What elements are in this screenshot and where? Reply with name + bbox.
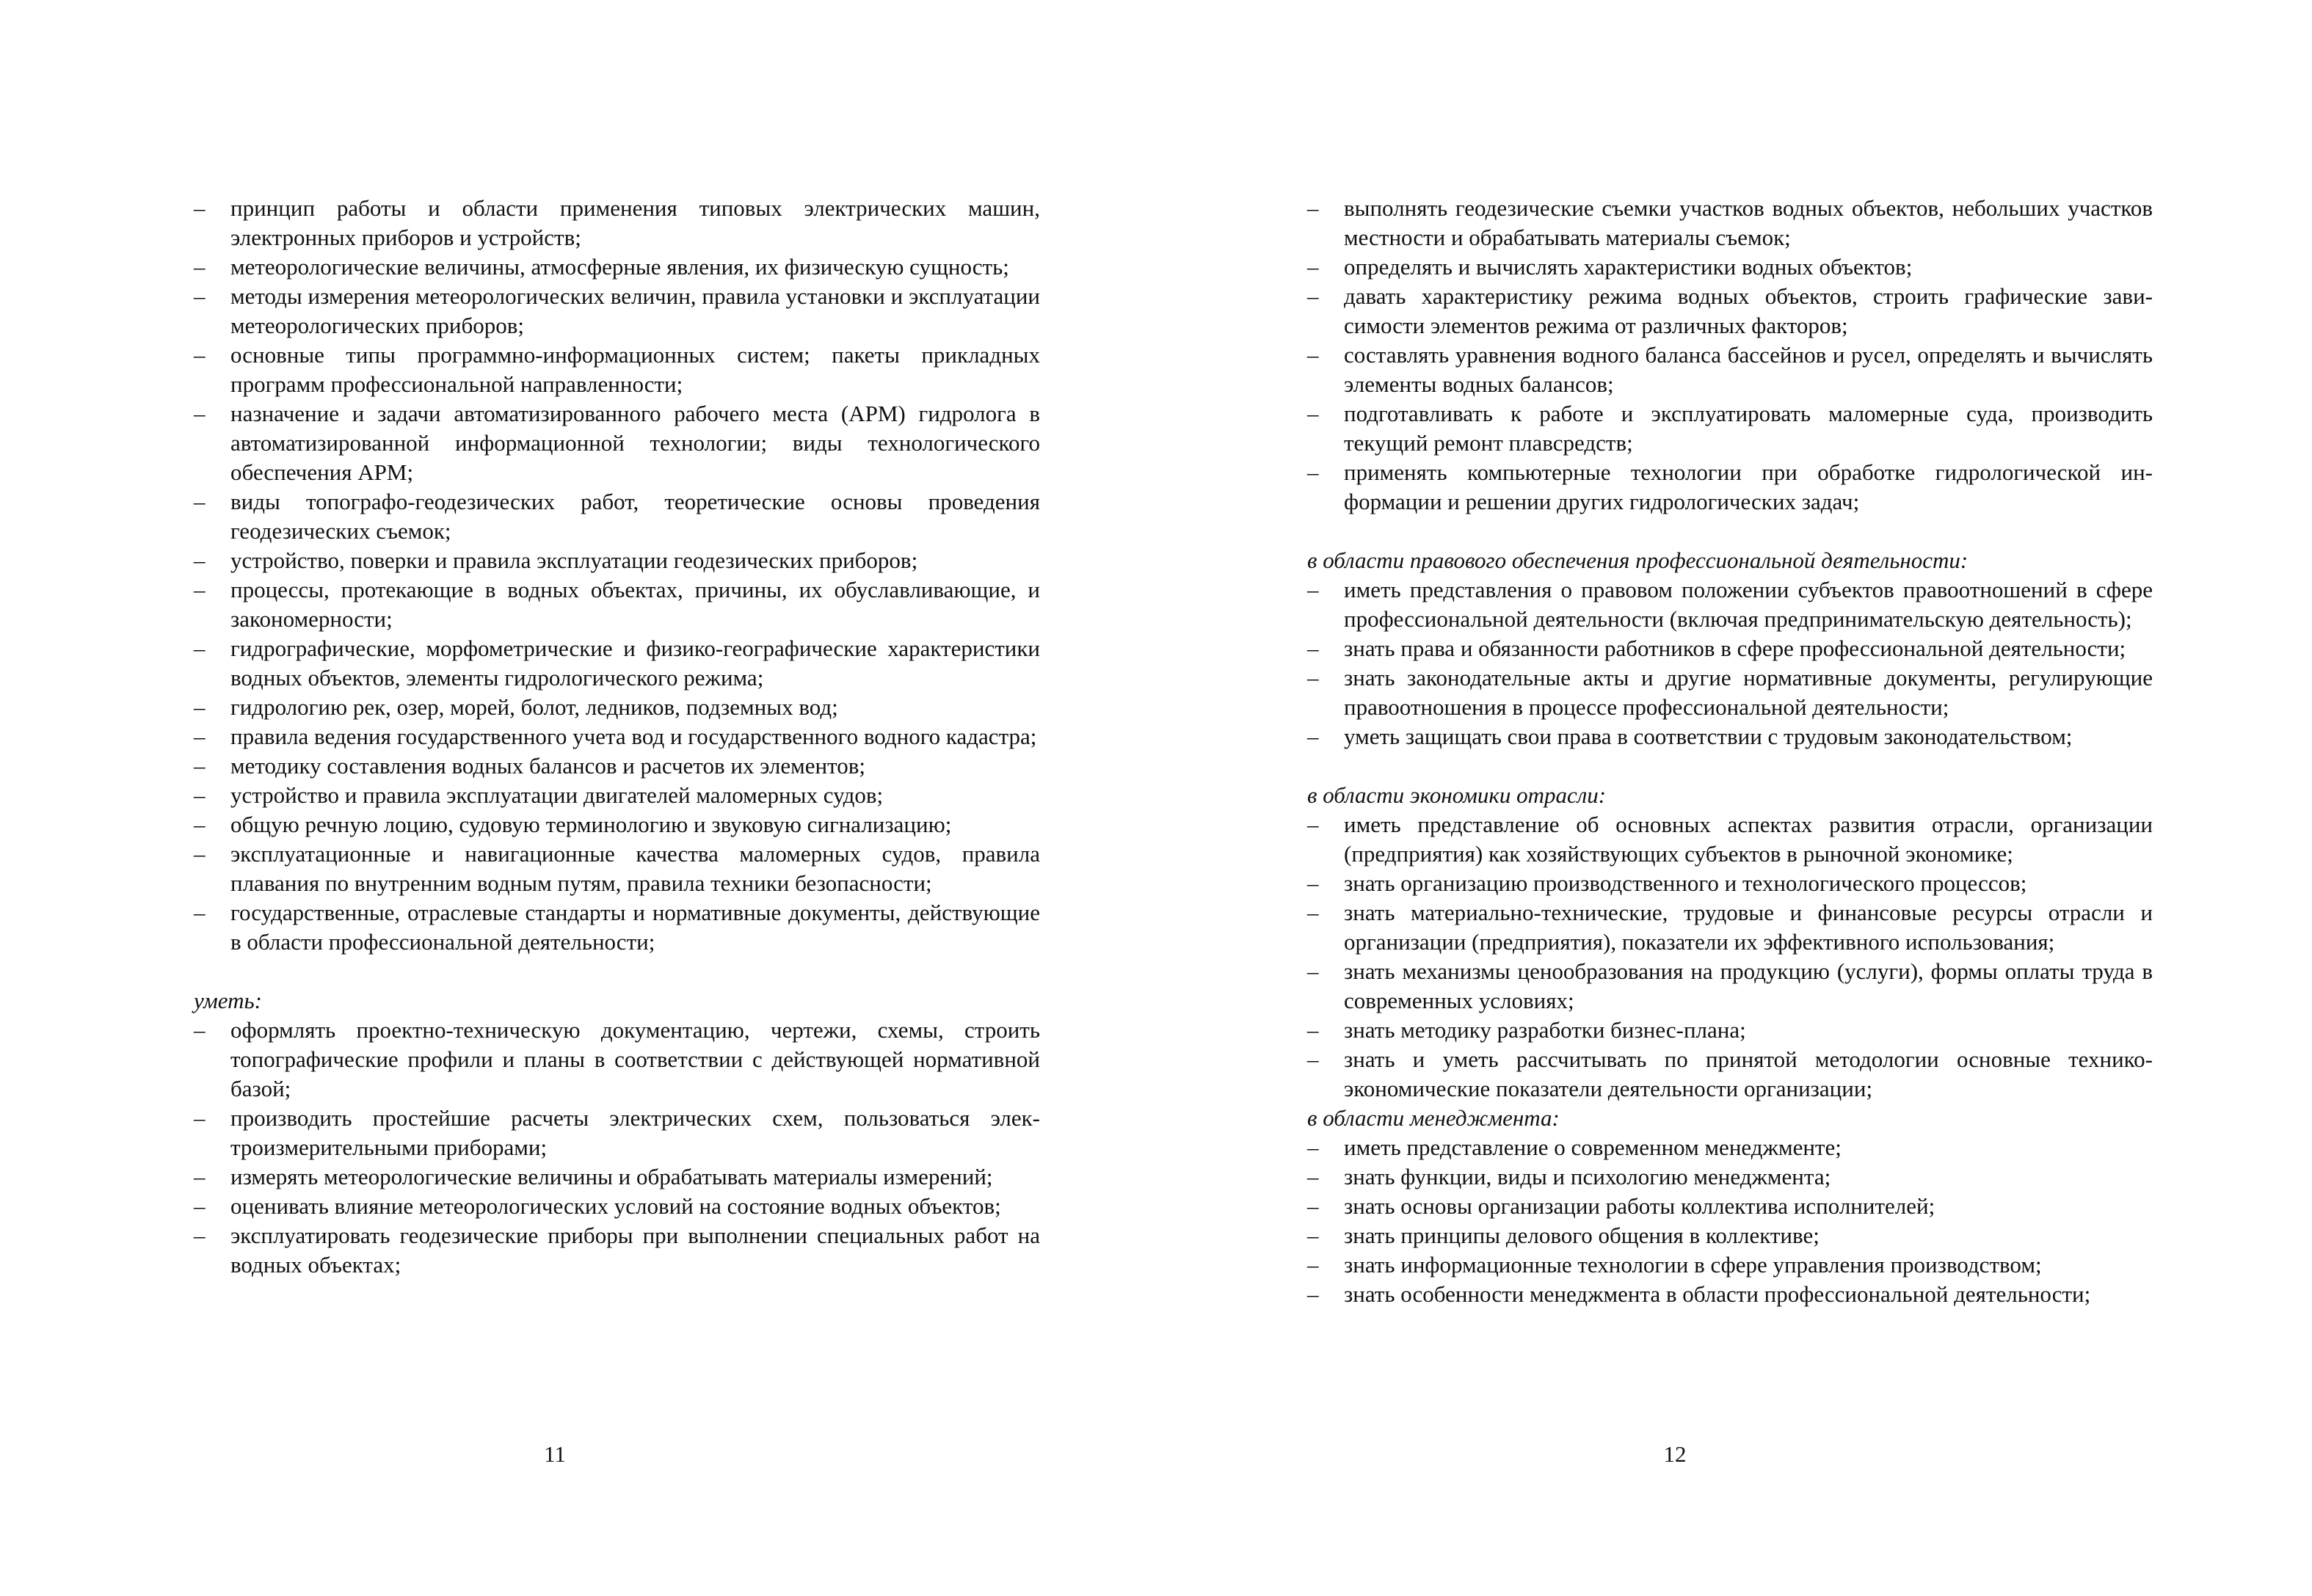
list-item: – применять компьютерные технологии при обработке гидрологической информации и решении других гидрологических задач;: [1307, 458, 2153, 517]
skills-list: [194, 1016, 1040, 1280]
skills-heading: уметь:: [194, 988, 262, 1013]
list-item: – иметь представления о правовом положении субъектов правоотношений в сфере профессиональной деятельности (включая предпринимательскую деятельность);: [1307, 575, 2153, 634]
list-item: – выполнять геодезические съемки участков водных объектов, небольших участков местности и обрабатывать материалы съемок;: [1307, 194, 2153, 252]
list-item: – государственные, отраслевые стандарты и нормативные документы, действующие в области профессиональной деятельности;: [194, 898, 1040, 957]
list-item: – устройство, поверки и правила эксплуатации геодезических приборов;: [194, 546, 1040, 575]
left-page-body: [194, 194, 1040, 1280]
list-item: – давать характеристику режима водных объектов, строить графические зависимости элементов режима от различных факторов;: [1307, 282, 2153, 340]
list-item: – знать методику разработки бизнес-плана;: [1307, 1016, 2153, 1045]
skills-continued-list: [1307, 194, 2153, 517]
list-item: – определять и вычислять характеристики водных объектов;: [1307, 252, 2153, 282]
list-item: – знать информационные технологии в сфере управления производством;: [1307, 1250, 2153, 1280]
list-item: – методику составления водных балансов и расчетов их элементов;: [194, 751, 1040, 781]
page-number-left: 11: [544, 1441, 566, 1467]
list-item: – гидрографические, морфометрические и физико-географические характеристики водных объектов, элементы гидрологического режима;: [194, 634, 1040, 693]
list-item: – знать функции, виды и психологию менеджмента;: [1307, 1162, 2153, 1192]
list-item: – производить простейшие расчеты электрических схем, пользоваться электроизмерительными приборами;: [194, 1104, 1040, 1162]
list-item: – знать и уметь рассчитывать по принятой методологии основные технико-экономические показатели деятельности организации;: [1307, 1045, 2153, 1104]
list-item: – оформлять проектно-техническую документацию, чертежи, схемы, строить топографические профили и планы в соответствии с действующей нормативной базой;: [194, 1016, 1040, 1104]
list-item: – знать принципы делового общения в коллективе;: [1307, 1221, 2153, 1250]
legal-section: [1307, 546, 2153, 751]
list-item: – общую речную лоцию, судовую терминологию и звуковую сигнализацию;: [194, 810, 1040, 839]
list-item: – знать законодательные акты и другие нормативные документы, регулирующие правоотношения в процессе профессиональной деятельности;: [1307, 663, 2153, 722]
knowledge-list: [194, 194, 1040, 957]
skills-continued-section: [1307, 194, 2153, 517]
management-section: [1307, 1104, 2153, 1309]
list-item: – измерять метеорологические величины и обрабатывать материалы измерений;: [194, 1162, 1040, 1192]
list-item: – уметь защищать свои права в соответствии с трудовым законодательством;: [1307, 722, 2153, 751]
list-item: – иметь представление о современном менеджменте;: [1307, 1133, 2153, 1162]
page-number-right: 12: [1663, 1441, 1687, 1467]
list-item: – знать особенности менеджмента в области профессиональной деятельности;: [1307, 1280, 2153, 1309]
list-item: – основные типы программно-информационных систем; пакеты прикладных программ профессиональной направленности;: [194, 340, 1040, 399]
economics-section: [1307, 781, 2153, 1104]
list-item: – устройство и правила эксплуатации двигателей маломерных судов;: [194, 781, 1040, 810]
list-item: – метеорологические величины, атмосферные явления, их физическую сущность;: [194, 252, 1040, 282]
list-item: – гидрологию рек, озер, морей, болот, ледников, подземных вод;: [194, 693, 1040, 722]
skills-section: [194, 986, 1040, 1280]
right-page: [1156, 0, 2312, 1596]
list-item: – правила ведения государственного учета вод и государственного водного кадастра;: [194, 722, 1040, 751]
management-heading: в области менеджмента:: [1307, 1105, 1560, 1131]
list-item: – методы измерения метеорологических величин, правила установки и эксплуатации метеорологических приборов;: [194, 282, 1040, 340]
list-item: – виды топографо-геодезических работ, теоретические основы проведения геодезических съемок;: [194, 487, 1040, 546]
list-item: – назначение и задачи автоматизированного рабочего места (АРМ) гидролога в автоматизированной информационной технологии; виды технологического обеспечения АРМ;: [194, 399, 1040, 487]
economics-list: [1307, 810, 2153, 1104]
knowledge-list-section: [194, 194, 1040, 957]
list-item: – подготавливать к работе и эксплуатировать маломерные суда, производить текущий ремонт плавсредств;: [1307, 399, 2153, 458]
list-item: – знать организацию производственного и технологического процессов;: [1307, 869, 2153, 898]
list-item: – иметь представление об основных аспектах развития отрасли, организации (предприятия) как хозяйствующих субъектов в рыночной экономике;: [1307, 810, 2153, 869]
list-item: – процессы, протекающие в водных объектах, причины, их обуславливающие, и закономерности;: [194, 575, 1040, 634]
legal-list: [1307, 575, 2153, 751]
list-item: – знать основы организации работы коллектива исполнителей;: [1307, 1192, 2153, 1221]
list-item: – оценивать влияние метеорологических условий на состояние водных объектов;: [194, 1192, 1040, 1221]
right-page-body: [1307, 194, 2153, 1309]
management-list: [1307, 1133, 2153, 1309]
list-item: – эксплуатировать геодезические приборы при выполнении специальных работ на водных объектах;: [194, 1221, 1040, 1280]
list-item: – знать права и обязанности работников в сфере профессиональной деятельности;: [1307, 634, 2153, 663]
list-item: – знать механизмы ценообразования на продукцию (услуги), формы оплаты труда в современных условиях;: [1307, 957, 2153, 1016]
list-item: – составлять уравнения водного баланса бассейнов и русел, определять и вычислять элементы водных балансов;: [1307, 340, 2153, 399]
list-item: – эксплуатационные и навигационные качества маломерных судов, правила плавания по внутренним водным путям, правила техники безопасности;: [194, 839, 1040, 898]
legal-heading: в области правового обеспечения профессиональной деятельности:: [1307, 547, 1969, 573]
list-item: – знать материально-технические, трудовые и финансовые ресурсы отрасли и организации (предприятия), показатели их эффективного использования;: [1307, 898, 2153, 957]
list-item: – принцип работы и области применения типовых электрических машин, электронных приборов и устройств;: [194, 194, 1040, 252]
economics-heading: в области экономики отрасли:: [1307, 782, 1607, 808]
